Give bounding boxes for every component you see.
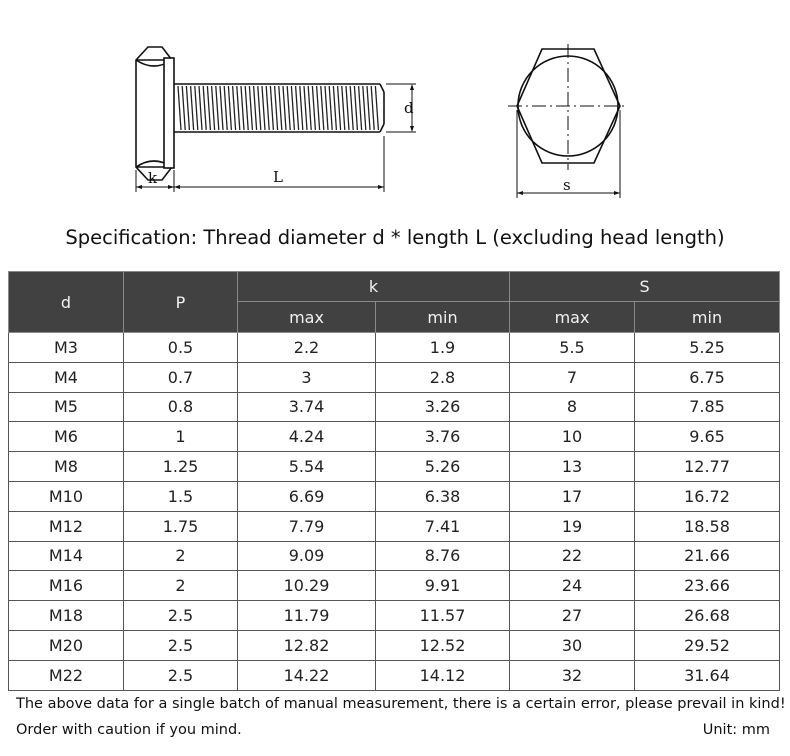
cell-k-min: 8.76	[376, 541, 510, 571]
cell-p: 0.5	[124, 333, 238, 363]
cell-d: M10	[9, 481, 124, 511]
cell-s-min: 31.64	[635, 660, 780, 690]
cell-s-min: 9.65	[635, 422, 780, 452]
cell-d: M5	[9, 392, 124, 422]
cell-s-max: 13	[510, 452, 635, 482]
cell-d: M3	[9, 333, 124, 363]
cell-k-min: 2.8	[376, 362, 510, 392]
cell-k-min: 12.52	[376, 630, 510, 660]
cell-k-min: 6.38	[376, 481, 510, 511]
cell-s-min: 29.52	[635, 630, 780, 660]
cell-d: M8	[9, 452, 124, 482]
spec-table	[8, 271, 780, 691]
cell-s-max: 27	[510, 601, 635, 631]
cell-k-max: 12.82	[238, 630, 376, 660]
table-row	[9, 511, 780, 541]
cell-s-max: 7	[510, 362, 635, 392]
cell-s-min: 23.66	[635, 571, 780, 601]
cell-d: M4	[9, 362, 124, 392]
cell-s-max: 17	[510, 481, 635, 511]
cell-p: 0.8	[124, 392, 238, 422]
header-d: d	[9, 272, 124, 333]
table-row	[9, 362, 780, 392]
table-row	[9, 571, 780, 601]
cell-s-min: 18.58	[635, 511, 780, 541]
bolt-drawing	[0, 0, 790, 220]
cell-p: 1.5	[124, 481, 238, 511]
cell-p: 1	[124, 422, 238, 452]
cell-p: 2.5	[124, 630, 238, 660]
caution-note: Order with caution if you mind.	[16, 722, 242, 738]
cell-s-max: 32	[510, 660, 635, 690]
table-row	[9, 422, 780, 452]
cell-p: 1.75	[124, 511, 238, 541]
cell-p: 2.5	[124, 660, 238, 690]
cell-k-min: 3.76	[376, 422, 510, 452]
table-row	[9, 452, 780, 482]
cell-d: M20	[9, 630, 124, 660]
cell-k-min: 11.57	[376, 601, 510, 631]
dim-d-label: d	[404, 99, 414, 117]
header-S: S	[510, 272, 780, 302]
cell-k-max: 10.29	[238, 571, 376, 601]
cell-s-max: 22	[510, 541, 635, 571]
cell-d: M12	[9, 511, 124, 541]
header-k-max: max	[238, 302, 376, 333]
table-row	[9, 481, 780, 511]
cell-k-min: 14.12	[376, 660, 510, 690]
cell-s-min: 5.25	[635, 333, 780, 363]
cell-p: 2	[124, 541, 238, 571]
cell-k-max: 9.09	[238, 541, 376, 571]
thread-lines	[178, 86, 378, 130]
dim-s-label: s	[563, 176, 571, 194]
header-P: P	[124, 272, 238, 333]
cell-s-max: 10	[510, 422, 635, 452]
cell-s-max: 19	[510, 511, 635, 541]
cell-p: 2	[124, 571, 238, 601]
cell-k-max: 3.74	[238, 392, 376, 422]
header-s-min: min	[635, 302, 780, 333]
disclaimer-note: The above data for a single batch of manual measurement, there is a certain error, please prevail in kind!	[16, 696, 786, 712]
dim-k-label: k	[148, 169, 158, 187]
cell-s-max: 8	[510, 392, 635, 422]
cell-k-max: 5.54	[238, 452, 376, 482]
cell-s-min: 16.72	[635, 481, 780, 511]
specification-title: Specification: Thread diameter d * length L (excluding head length)	[65, 226, 725, 249]
cell-d: M16	[9, 571, 124, 601]
cell-k-min: 7.41	[376, 511, 510, 541]
cell-s-min: 12.77	[635, 452, 780, 482]
cell-d: M14	[9, 541, 124, 571]
cell-s-max: 24	[510, 571, 635, 601]
cell-s-min: 6.75	[635, 362, 780, 392]
table-row	[9, 630, 780, 660]
cell-k-max: 2.2	[238, 333, 376, 363]
cell-s-min: 7.85	[635, 392, 780, 422]
cell-k-max: 14.22	[238, 660, 376, 690]
cell-k-min: 3.26	[376, 392, 510, 422]
table-row	[9, 541, 780, 571]
header-k: k	[238, 272, 510, 302]
bolt-end-view	[508, 44, 628, 170]
dim-L-label: L	[273, 168, 283, 186]
cell-k-max: 4.24	[238, 422, 376, 452]
table-row	[9, 333, 780, 363]
cell-k-max: 7.79	[238, 511, 376, 541]
cell-k-max: 11.79	[238, 601, 376, 631]
cell-k-min: 9.91	[376, 571, 510, 601]
cell-p: 0.7	[124, 362, 238, 392]
cell-s-min: 21.66	[635, 541, 780, 571]
cell-k-max: 6.69	[238, 481, 376, 511]
cell-p: 1.25	[124, 452, 238, 482]
cell-p: 2.5	[124, 601, 238, 631]
table-row	[9, 392, 780, 422]
header-s-max: max	[510, 302, 635, 333]
cell-k-max: 3	[238, 362, 376, 392]
cell-d: M6	[9, 422, 124, 452]
cell-d: M22	[9, 660, 124, 690]
cell-s-max: 30	[510, 630, 635, 660]
cell-k-min: 5.26	[376, 452, 510, 482]
cell-k-min: 1.9	[376, 333, 510, 363]
cell-s-min: 26.68	[635, 601, 780, 631]
cell-s-max: 5.5	[510, 333, 635, 363]
table-row	[9, 660, 780, 690]
table-row	[9, 601, 780, 631]
cell-d: M18	[9, 601, 124, 631]
header-k-min: min	[376, 302, 510, 333]
unit-label: Unit: mm	[702, 722, 770, 738]
